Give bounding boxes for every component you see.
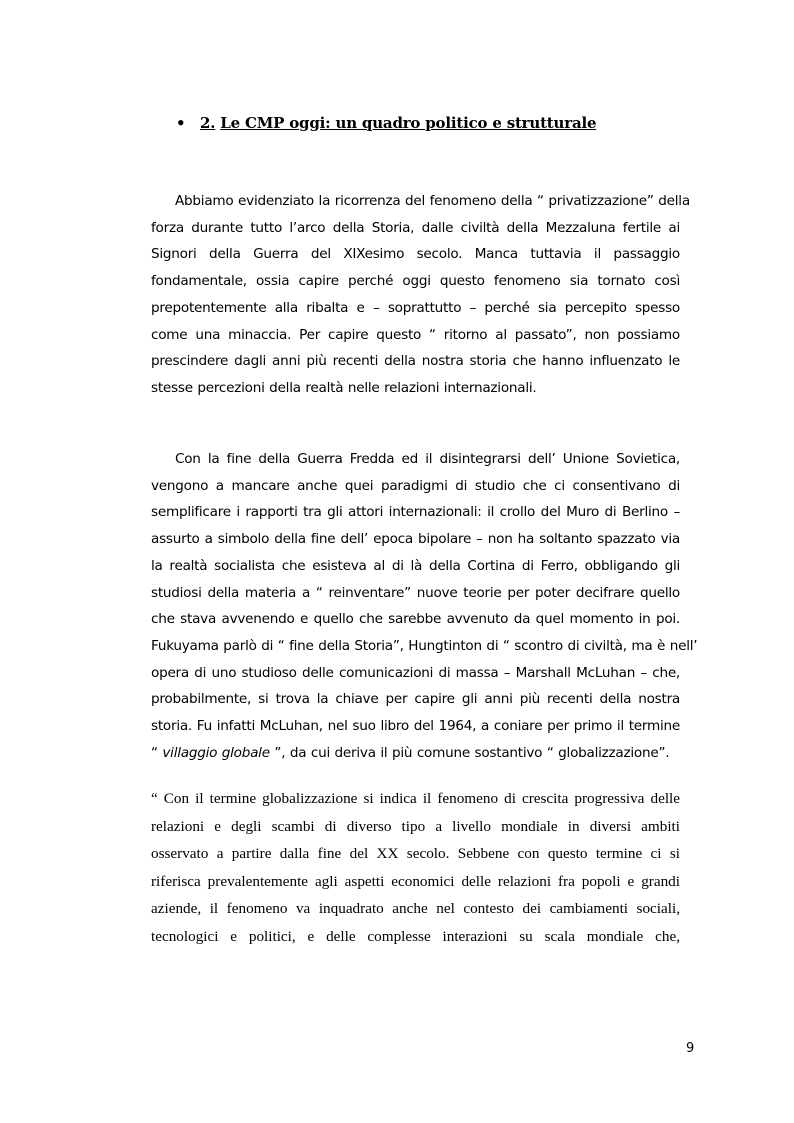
paragraph-line: come una minaccia. Per capire questo “ ritorno al passato”, non possiamo [151, 326, 680, 343]
paragraph-line: relazioni e degli scambi di diverso tipo a livello mondiale in diversi ambiti [151, 817, 680, 835]
paragraph-line: studiosi della materia a “ reinventare” nuove teorie per poter decifrare quello [151, 584, 680, 601]
bullet-icon: • [176, 114, 186, 132]
paragraph-line: Signori della Guerra del XIXesimo secolo. Manca tuttavia il passaggio [151, 246, 680, 263]
paragraph-line: prepotentemente alla ribalta e – soprattutto – perché sia percepito spesso [151, 299, 680, 316]
section-title: Le CMP oggi: un quadro politico e strutturale [220, 114, 597, 132]
paragraph-line: osservato a partire dalla fine del XX secolo. Sebbene con questo termine ci si [151, 845, 680, 863]
paragraph-line [151, 740, 680, 767]
quote-open: “ [151, 744, 163, 761]
paragraph-line: forza durante tutto l’arco della Storia, dalle civiltà della Mezzaluna fertile ai [151, 219, 680, 236]
paragraph-line: Fukuyama parlò di “ fine della Storia”, Hungtinton di “ scontro di civiltà, ma è nell’ [151, 637, 698, 654]
line-tail: ”, da cui deriva il più comune sostantivo “ globalizzazione”. [269, 744, 670, 761]
paragraph-line: aziende, il fenomeno va inquadrato anche nel contesto dei cambiamenti sociali, [151, 900, 680, 918]
page-number: 9 [686, 1041, 695, 1056]
paragraph-line: assurto a simbolo della fine dell’ epoca bipolare – non ha soltanto spazzato via [151, 531, 680, 548]
paragraph-line: probabilmente, si trova la chiave per capire gli anni più recenti della nostra [151, 691, 680, 708]
section-number: 2. [200, 114, 216, 132]
paragraph-line: Con la fine della Guerra Fredda ed il disintegrarsi dell’ Unione Sovietica, [175, 451, 680, 467]
paragraph-line: stesse percezioni della realtà nelle relazioni internazionali. [151, 379, 537, 396]
paragraph-line: Abbiamo evidenziato la ricorrenza del fenomeno della “ privatizzazione” della [175, 193, 690, 209]
paragraph-line: prescindere dagli anni più recenti della nostra storia che hanno influenzato le [151, 353, 680, 370]
paragraph-line: opera di uno studioso delle comunicazioni di massa – Marshall McLuhan – che, [151, 664, 680, 681]
paragraph-line: “ Con il termine globalizzazione si indica il fenomeno di crescita progressiva delle [151, 790, 680, 807]
paragraph-line: storia. Fu infatti McLuhan, nel suo libro del 1964, a coniare per primo il termine [151, 718, 680, 735]
paragraph-2 [151, 446, 698, 766]
paragraph-line: la realtà socialista che esisteva al di là della Cortina di Ferro, obbligando gli [151, 557, 680, 574]
paragraph-1 [151, 188, 690, 402]
paragraph-line: riferisca prevalentemente agli aspetti economici delle relazioni fra popoli e grandi [151, 872, 680, 890]
paragraph-line: fondamentale, ossia capire perché oggi questo fenomeno sia tornato così [151, 273, 680, 290]
paragraph-line: vengono a mancare anche quei paradigmi di studio che ci consentivano di [151, 477, 680, 494]
paragraph-line: che stava avvenendo e quello che sarebbe avvenuto da quel momento in poi. [151, 611, 680, 628]
section-heading [176, 114, 596, 132]
paragraph-line: semplificare i rapporti tra gli attori internazionali: il crollo del Muro di Berlino – [151, 504, 680, 521]
italic-term: villaggio globale [162, 744, 270, 761]
paragraph-line: tecnologici e politici, e delle complesse interazioni su scala mondiale che, [151, 927, 680, 945]
quotation-paragraph [151, 785, 680, 951]
